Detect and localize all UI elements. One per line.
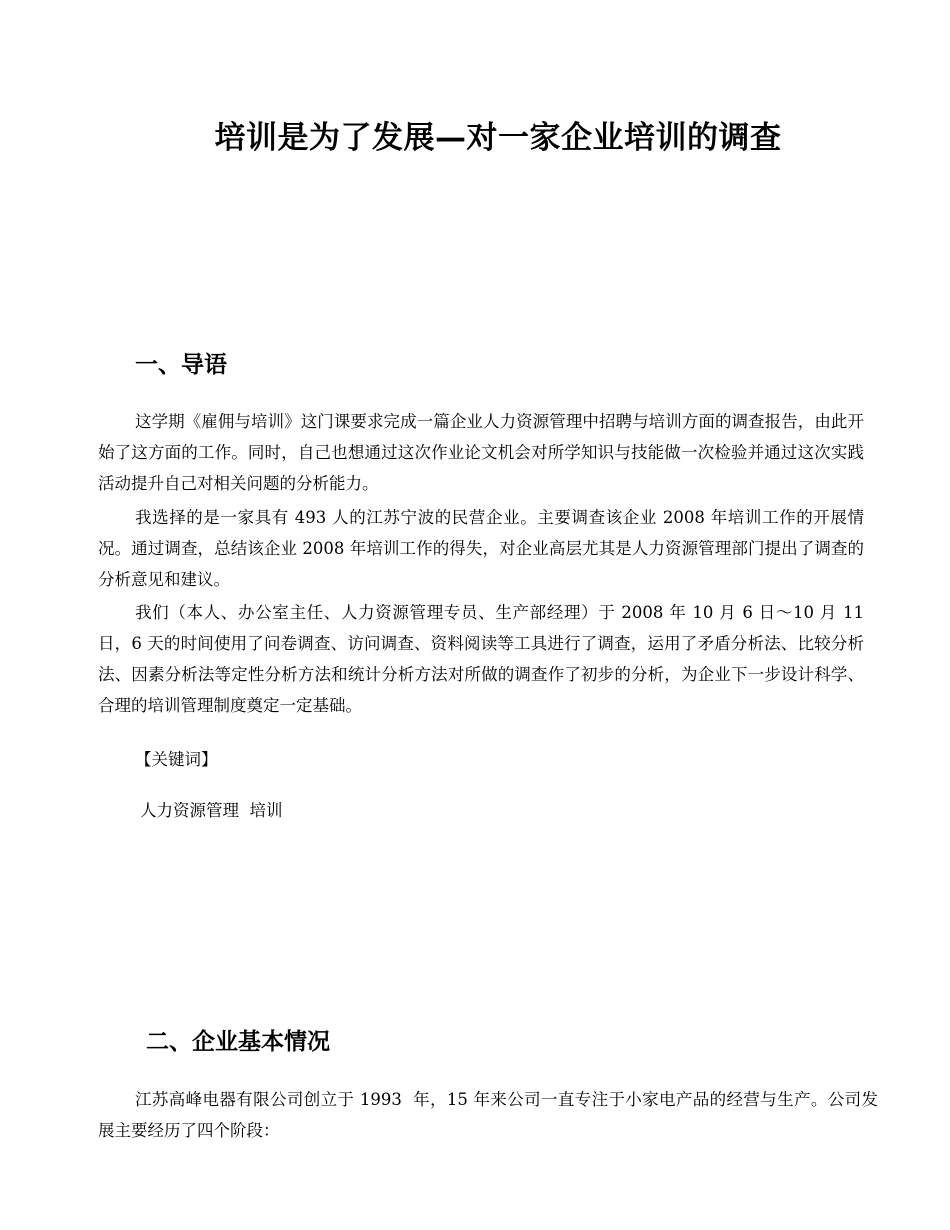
section-heading-intro: 一、导语: [135, 352, 227, 378]
section-heading-company-overview: 二、企业基本情况: [146, 1029, 330, 1055]
company-paragraph-1: 江苏高峰电器有限公司创立于 1993 年，15 年来公司一直专注于小家电产品的经营与生产。公司发展主要经历了四个阶段：: [98, 1090, 878, 1140]
keywords-label: 【关键词】: [135, 750, 218, 769]
intro-paragraph-3: 我们（本人、办公室主任、人力资源管理专员、生产部经理）于 2008 年 10 月 6 日～10 月 11 日，6 天的时间使用了问卷调查、访问调查、资料阅读等工具进行了调查，运用了矛盾分析法、比较分析法、因素分析法等定性分析方法和统计分析方法对所做的调查作了初步的分析，为企业下一步设计科学、合理的培训管理制度奠定一定基础。: [98, 603, 864, 715]
intro-paragraph-1: 这学期《雇佣与培训》这门课要求完成一篇企业人力资源管理中招聘与培训方面的调查报告，由此开始了这方面的工作。同时，自己也想通过这次作业论文机会对所学知识与技能做一次检验并通过这次实践活动提升自己对相关问题的分析能力。: [98, 412, 864, 493]
document-title: 培训是为了发展—对一家企业培训的调查: [214, 120, 782, 156]
keywords-values: 人力资源管理 培训: [140, 801, 283, 820]
intro-paragraph-2: 我选择的是一家具有 493 人的江苏宁波的民营企业。主要调查该企业 2008 年培训工作的开展情况。通过调查，总结该企业 2008 年培训工作的得失，对企业高层尤其是人力资源管理部门提出了调查的分析意见和建议。: [98, 508, 864, 589]
